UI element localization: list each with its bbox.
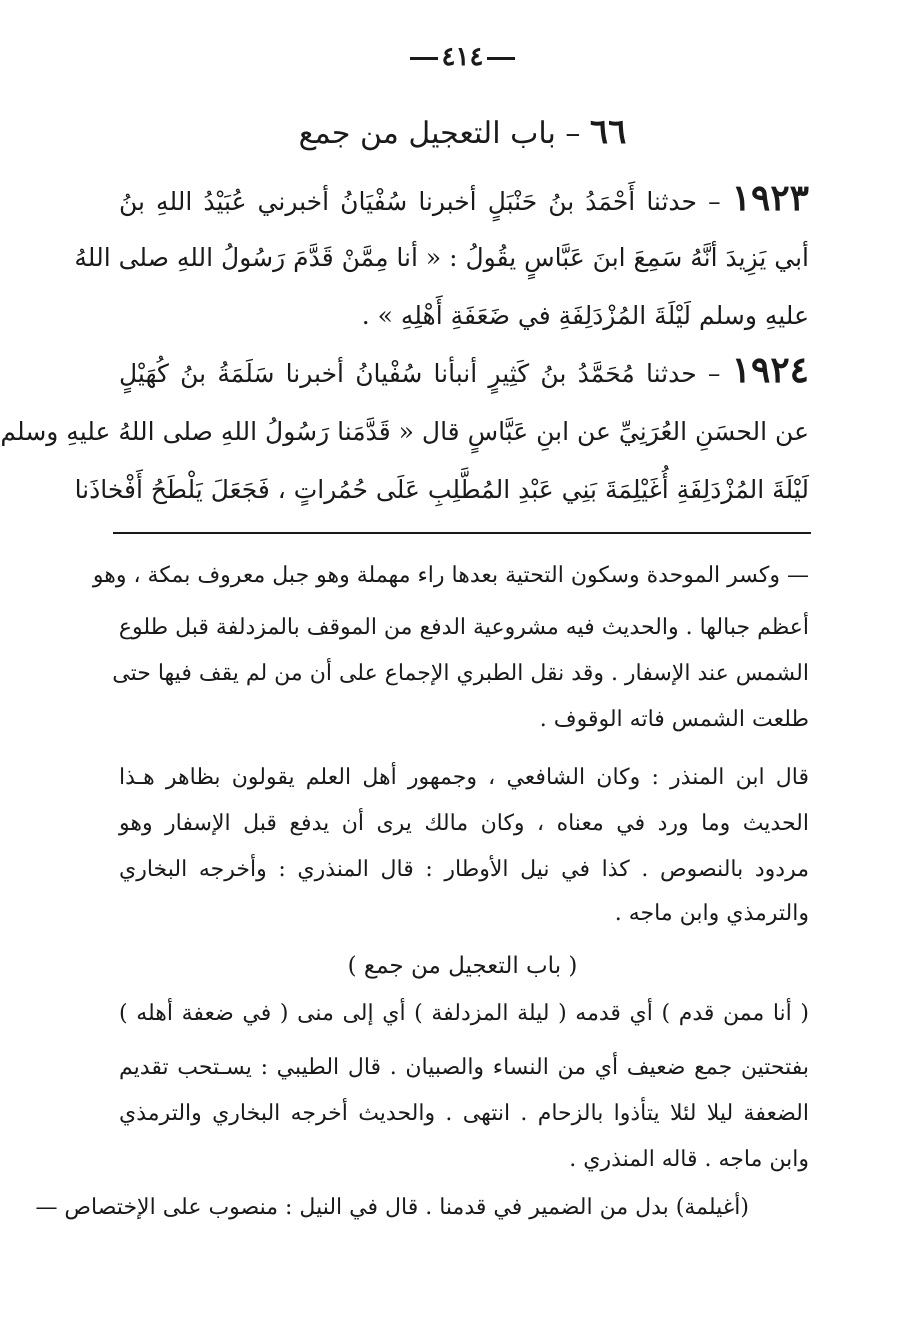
chapter-number: ٦٦ [589, 112, 627, 152]
hadith-text: – حدثنا أَحْمَدُ بنُ حَنْبَلٍ أخبرنا سُفْيَانُ أخبرني عُبَيْدُ اللهِ بنُ [119, 187, 721, 216]
commentary-line: بفتحتين جمع ضعيف أي من النساء والصبيان . قال الطيبي : يسـتحب تقديم [119, 1055, 809, 1080]
commentary-heading: ( باب التعجيل من جمع ) [347, 953, 578, 979]
hadith-1923-line-1 [119, 178, 809, 222]
commentary-line: الضعفة ليلا لئلا يتأذوا بالزحام . انتهى . والحديث أخرجه البخاري والترمذي [119, 1101, 809, 1126]
chapter-title-text: باب التعجيل من جمع [298, 116, 556, 151]
commentary-line: مردود بالنصوص . كذا في نيل الأوطار : قال المنذري : وأخرجه البخاري [119, 857, 809, 882]
hadith-number: ١٩٢٣ [731, 177, 809, 219]
hadith-1924-line-3: لَيْلَةَ المُزْدَلِفَةِ أُغَيْلِمَةَ بَنِي عَبْدِ المُطَّلِبِ عَلَى حُمُراتٍ ، فَجَعَلَ يَلْطَحُ أَفْخاذَنا [74, 475, 809, 504]
commentary-line: قال ابن المنذر : وكان الشافعي ، وجمهور أهل العلم يقولون بظاهر هـذا [119, 765, 809, 790]
hadith-1923-line-3: عليهِ وسلم لَيْلَةَ المُزْدَلِفَةِ في ضَعَفَةِ أَهْلِهِ » . [361, 301, 809, 330]
page-number-text: ٤١٤ [441, 42, 484, 72]
hadith-text: – حدثنا مُحَمَّدُ بنُ كَثِيرٍ أنبأنا سُفْيانُ أخبرنا سَلَمَةُ بنُ كُهَيْلٍ [119, 359, 721, 388]
commentary-line: والترمذي وابن ماجه . [614, 901, 809, 926]
commentary-line: (أغيلمة) بدل من الضمير في قدمنا . قال في النيل : منصوب على الإختصاص — [35, 1195, 749, 1220]
page-number [26, 42, 899, 72]
hadith-number: ١٩٢٤ [731, 349, 809, 391]
commentary-line: الشمس عند الإسفار . وقد نقل الطبري الإجماع على أن من لم يقف فيها حتى [112, 661, 809, 686]
chapter-title [26, 112, 899, 152]
page-number-dash-left [410, 57, 438, 60]
hadith-1924-line-1 [119, 350, 809, 394]
commentary-line: ( أنا ممن قدم ) أي قدمه ( ليلة المزدلفة ) أي إلى منى ( في ضعفة أهله ) [119, 1001, 809, 1026]
commentary-line: وابن ماجه . قاله المنذري . [569, 1147, 809, 1172]
commentary-line: أعظم جبالها . والحديث فيه مشروعية الدفع من الموقف بالمزدلفة قبل طلوع [118, 615, 809, 640]
hadith-1923-line-2: أبي يَزِيدَ أنَّهُ سَمِعَ ابنَ عَبَّاسٍ يقُولُ : « أنا مِمَّنْ قَدَّمَ رَسُولُ اللهِ صلى اللهُ [74, 243, 809, 272]
commentary-line: طلعت الشمس فاته الوقوف . [539, 707, 809, 732]
hadith-1924-line-2: عن الحسَنِ العُرَنِيِّ عن ابنِ عَبَّاسٍ قال « قَدَّمَنا رَسُولُ اللهِ صلى اللهُ عليهِ وسلم [0, 417, 809, 446]
chapter-separator: – [565, 116, 581, 151]
footnote-divider [113, 532, 811, 534]
commentary-line: الحديث وما ورد في معناه ، وكان مالك يرى أن يدفع قبل الإسفار وهو [119, 811, 809, 836]
commentary-line: — وكسر الموحدة وسكون التحتية بعدها راء مهملة وهو جبل معروف بمكة ، وهو [92, 563, 809, 588]
page-number-dash-right [487, 57, 515, 60]
